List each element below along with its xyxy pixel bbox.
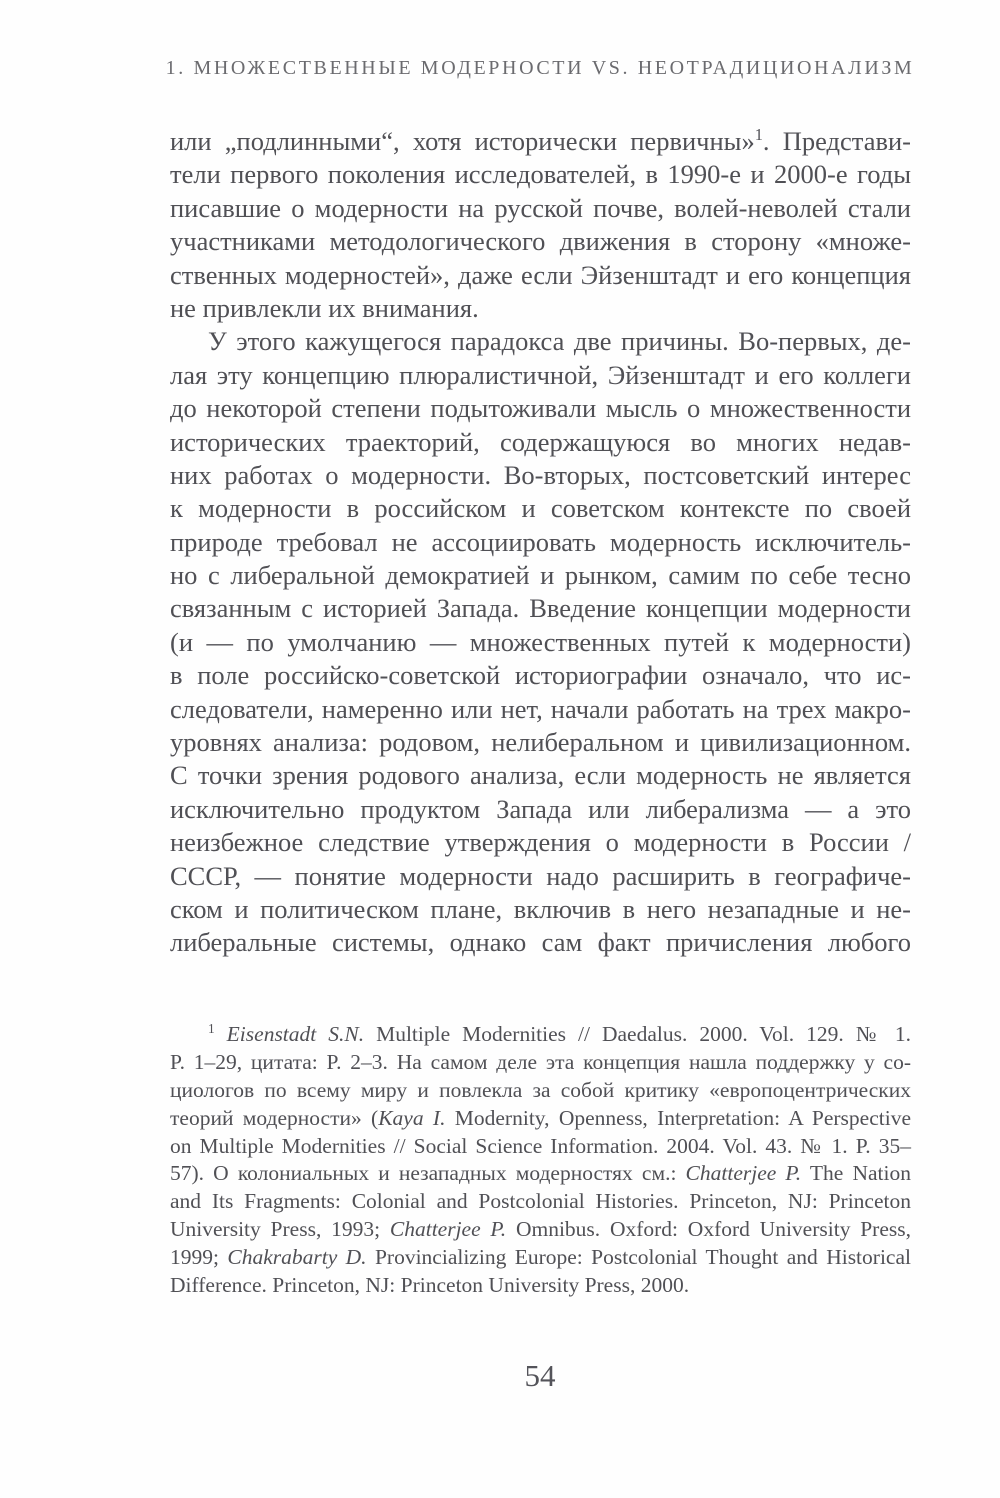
text-line: следователи, намеренно или нет, начали работать на трех макро-: [170, 693, 911, 724]
text-line: лая эту концепцию плюралистичной, Эйзенштадт и его коллеги: [170, 359, 911, 390]
text-line: 1999; Chakrabarty D. Provincializing Europe: Postcolonial Thought and Historical: [170, 1245, 911, 1270]
text-line: не привлекли их внимания.: [170, 292, 479, 323]
text-line: University Press, 1993; Chatterjee P. Omnibus. Oxford: Oxford University Press,: [170, 1217, 911, 1242]
text-line: исторических траекторий, содержащуюся во многих недав-: [170, 426, 911, 457]
text-line: С точки зрения родового анализа, если модерность не является: [170, 760, 911, 791]
text-line: and Its Fragments: Colonial and Postcolonial Histories. Princeton, NJ: Princeton: [170, 1189, 911, 1214]
text-line: ственных модерностей», даже если Эйзенштадт и его концепция: [170, 259, 911, 290]
text-line: СССР, — понятие модерности надо расширить в географиче-: [170, 860, 911, 891]
text-line: P. 1–29, цитата: P. 2–3. На самом деле эта концепция нашла поддержку у со-: [170, 1049, 911, 1074]
text-line: теорий модерности» (Kaya I. Modernity, Openness, Interpretation: A Perspective: [170, 1105, 911, 1130]
text-line: либеральные системы, однако сам факт причисления любого: [170, 927, 911, 958]
text-line: к модерности в российском и советском контексте по своей: [170, 493, 911, 524]
text-line: или „подлинными“, хотя исторически первичны»$^1$. Представи-: [170, 125, 911, 156]
text-line: циологов по всему миру и повлекла за собой критику «европоцентрических: [170, 1077, 911, 1102]
text-line: в поле российско-советской историографии означало, что ис-: [170, 660, 911, 691]
text-line: ском и политическом плане, включив в него незападные и не-: [170, 893, 911, 924]
text-line: участниками методологического движения в сторону «множе-: [170, 226, 911, 257]
text-line: неизбежное следствие утверждения о модерности в России /: [170, 827, 911, 858]
text-line: 57). О колониальных и незападных модерностях см.: Chatterjee P. The Nation: [170, 1161, 911, 1186]
text-line: (и — по умолчанию — множественных путей к модерности): [170, 626, 911, 657]
page-number: 54: [524, 1358, 556, 1393]
text-line: уровнях анализа: родовом, нелиберальном и цивилизационном.: [170, 727, 911, 758]
text-line: У этого кажущегося парадокса две причины. Во-первых, де-: [208, 326, 911, 357]
text-line: до некоторой степени подытоживали мысль о множественности: [170, 393, 911, 424]
text-line: $^1$ Eisenstadt S.N. Multiple Modernities // Daedalus. 2000. Vol. 129. № 1.: [208, 1020, 912, 1046]
text-line: Difference. Princeton, NJ: Princeton University Press, 2000.: [170, 1273, 690, 1298]
text-line: связанным с историей Запада. Введение концепции модерности: [170, 593, 911, 624]
text-line: on Multiple Modernities // Social Science Information. 2004. Vol. 43. № 1. P. 35–: [170, 1133, 911, 1158]
text-line: но с либеральной демократией и рынком, самим по себе тесно: [170, 560, 911, 591]
running-header: 1. МНОЖЕСТВЕННЫЕ МОДЕРНОСТИ VS. НЕОТРАДИЦИОНАЛИЗМ: [165, 57, 915, 79]
text-line: исключительно продуктом Запада или либерализма — а это: [170, 793, 911, 824]
text-line: них работах о модерности. Во-вторых, постсоветский интерес: [170, 459, 911, 490]
text-line: писавшие о модерности на русской почве, волей-неволей стали: [170, 192, 911, 223]
body-text: [170, 125, 911, 960]
text-line: тели первого поколения исследователей, в 1990-е и 2000-е годы: [170, 159, 911, 190]
footnote: [170, 1021, 911, 1300]
text-line: природе требовал не ассоциировать модерность исключитель-: [170, 526, 911, 557]
